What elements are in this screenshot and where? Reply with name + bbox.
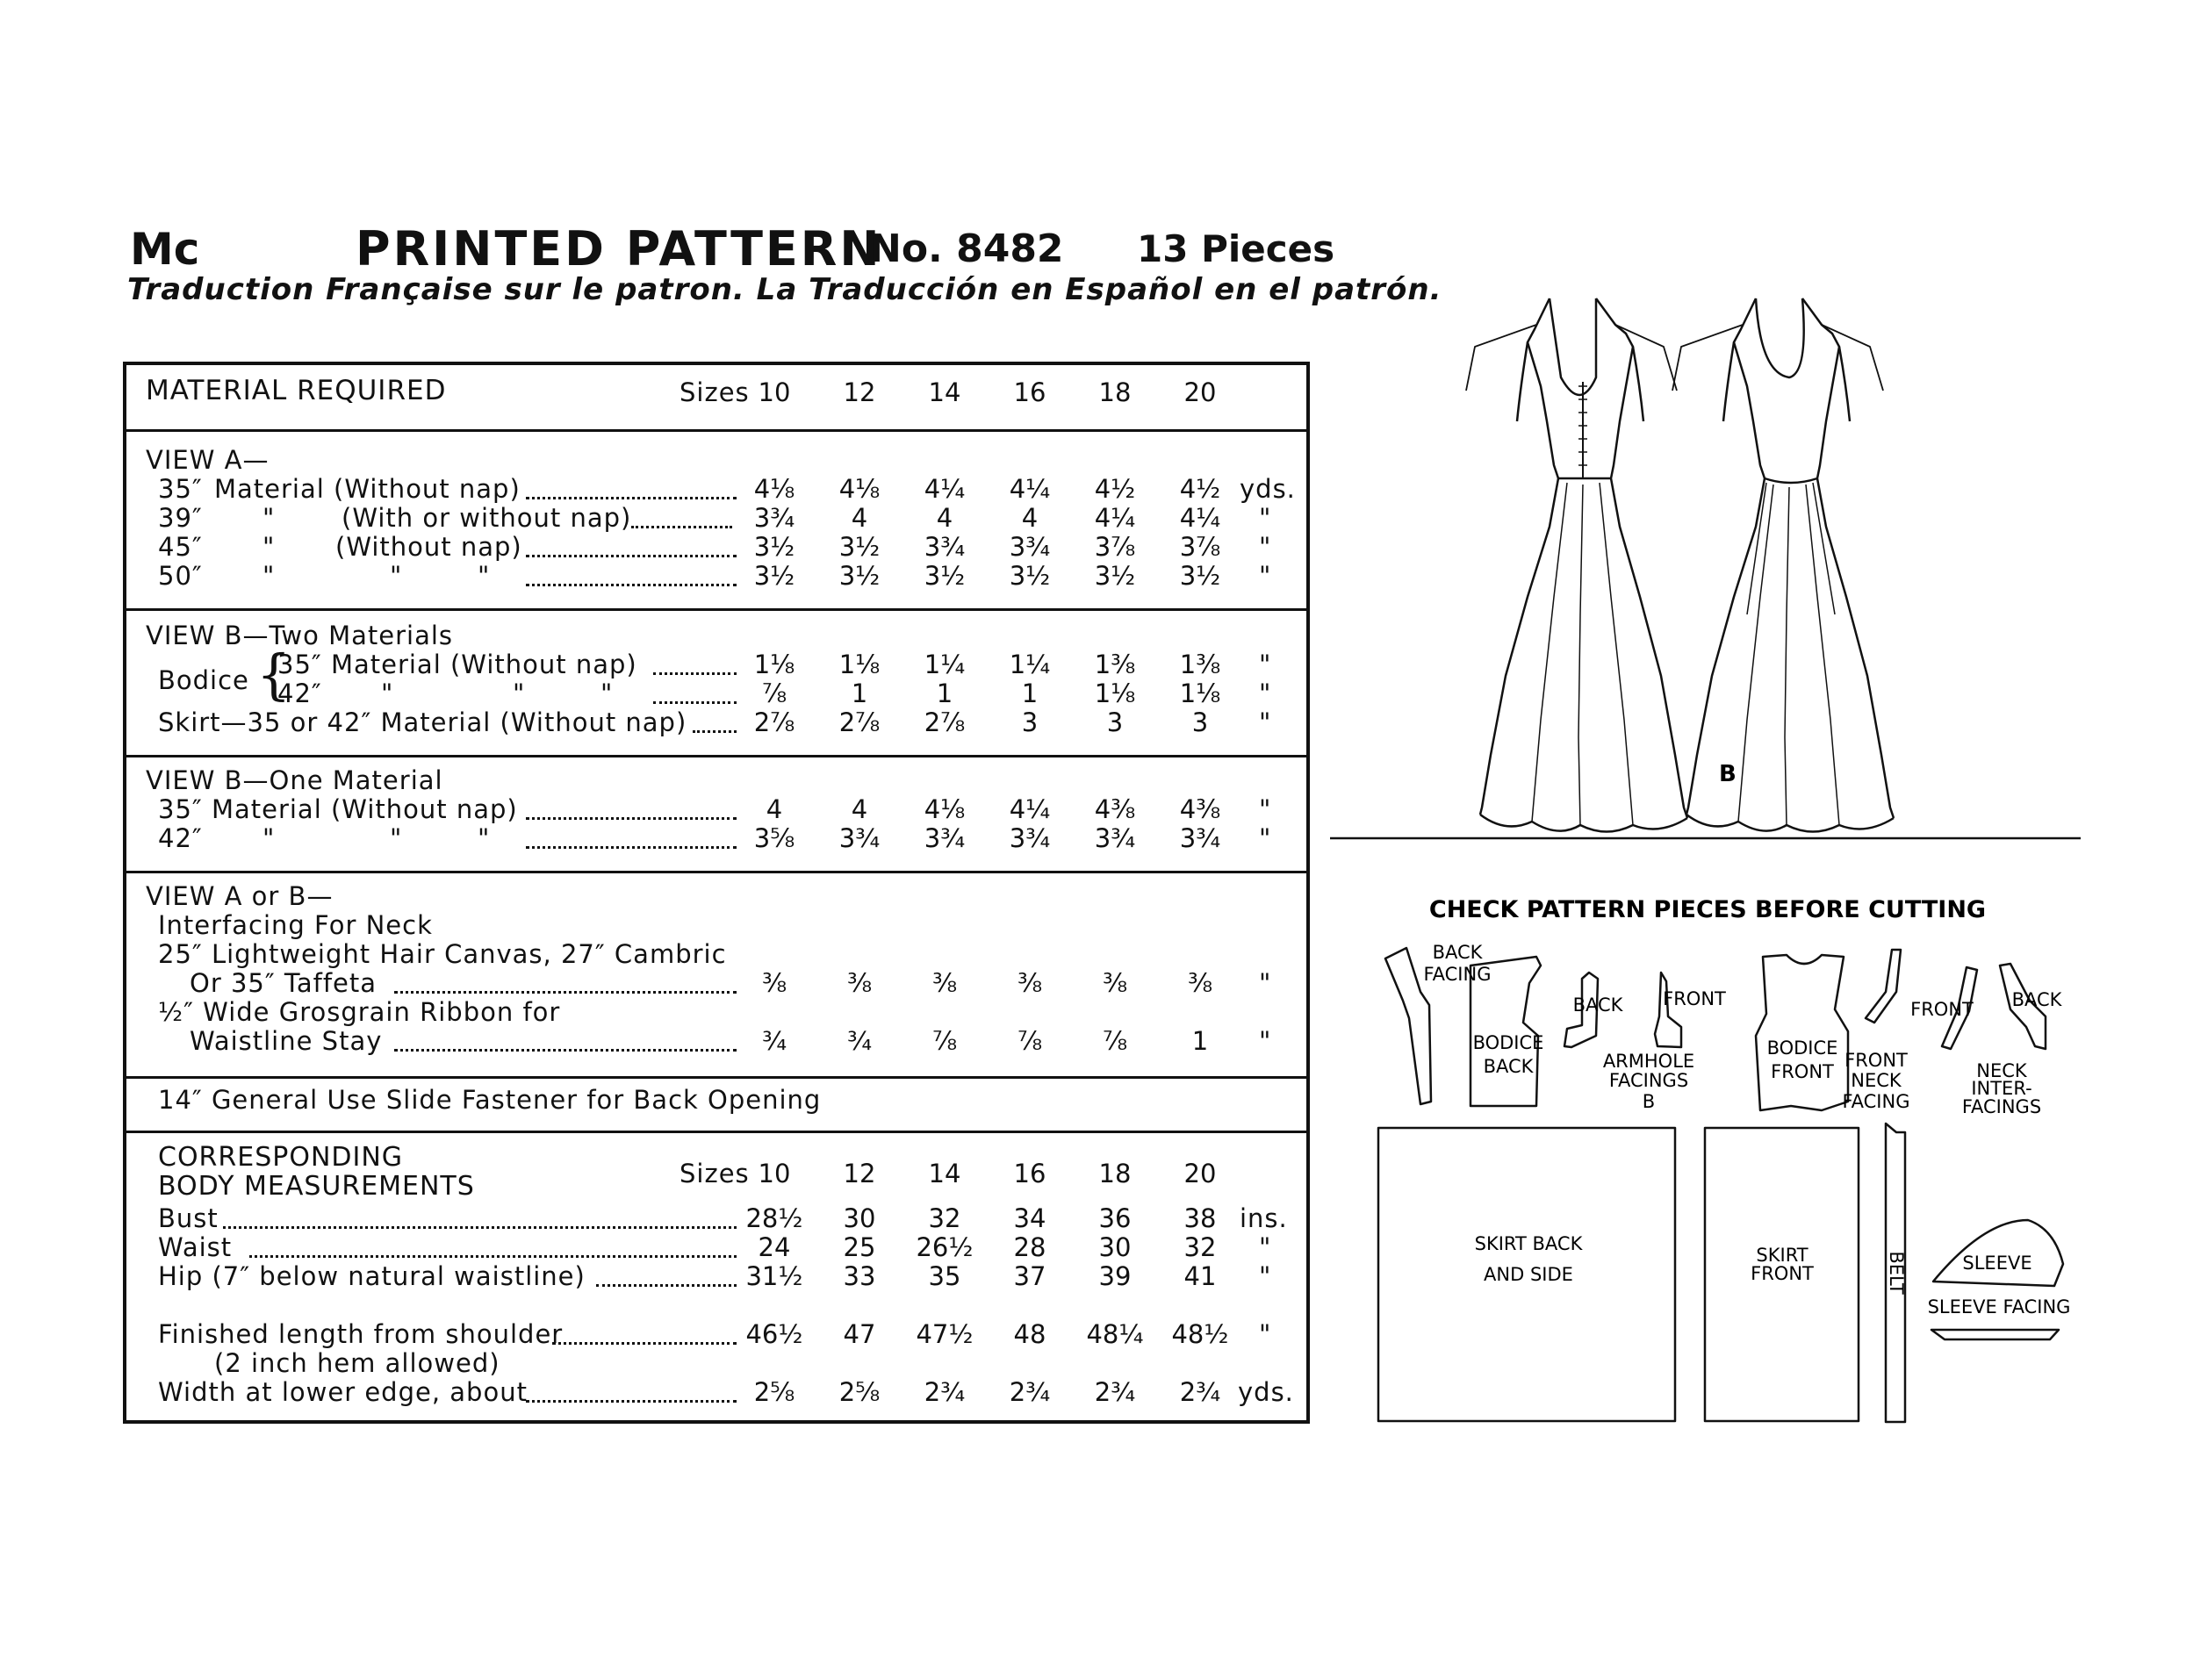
value-cell: 2¾ [1009,1377,1051,1407]
value-cell: 1⅛ [753,650,795,679]
size-col: 10 [758,377,791,407]
unit: " [1259,561,1272,591]
row-label: 35″ Material (Without nap) [158,794,518,824]
leader-dots [526,555,737,557]
pattern-illustrations [1317,263,2186,1492]
pattern-number: No. 8482 [869,226,1064,271]
bodice-label: Bodice [158,665,249,695]
piece-label: FRONT [1751,1263,1814,1284]
leader-dots [526,1400,737,1403]
view-ab-title: VIEW A or B— [146,881,334,911]
leader-dots [552,1342,737,1345]
value-cell: 33 [843,1261,876,1291]
ditto-mark: " [381,678,394,708]
brace-icon: { [256,643,291,707]
row-label: 39″ [158,503,203,533]
size-col: 18 [1098,1159,1132,1188]
ditto-mark: " [262,532,276,562]
value-cell: ⅞ [761,678,787,708]
bodice-front-piece [1756,955,1848,1110]
value-cell: 30 [1098,1232,1132,1262]
divider [126,1076,1306,1079]
value-cell: 4⅜ [1094,794,1136,824]
value-cell: 4¼ [1009,474,1051,504]
value-cell: 3½ [838,532,881,562]
leader-dots [394,991,737,994]
illustration-svg [1317,263,2186,1492]
divider [126,755,1306,757]
value-cell: 3½ [753,561,795,591]
value-cell: 24 [758,1232,791,1262]
unit: " [1259,503,1272,533]
piece-label: BELT [1886,1251,1907,1295]
row-label: 35″ [158,474,203,504]
value-cell: 3⅞ [1179,532,1221,562]
piece-label: SKIRT [1756,1245,1808,1266]
value-cell: 3¾ [1094,823,1136,853]
row-label: (Without nap) [335,532,522,562]
value-cell: ⅜ [1017,968,1043,998]
value-cell: 4¼ [924,474,966,504]
piece-label: ARMHOLE [1602,1051,1695,1072]
body-heading-1: CORRESPONDING [158,1142,404,1173]
piece-label: FACINGS [1961,1096,2042,1117]
value-cell: 4⅛ [753,474,795,504]
piece-label: FACINGS [1608,1070,1689,1091]
value-cell: 2⅝ [753,1377,795,1407]
unit: " [1259,1232,1272,1262]
dress-view-b-illustration [1672,298,1894,832]
value-cell: 1⅜ [1179,650,1221,679]
value-cell: 4¼ [1094,503,1136,533]
size-col: 14 [928,377,961,407]
piece-label: FRONT [1663,988,1726,1009]
row-label: ½″ Wide Grosgrain Ribbon for [158,997,561,1027]
value-cell: 2¾ [1179,1377,1221,1407]
size-col: 20 [1183,1159,1217,1188]
value-cell: 3¾ [1179,823,1221,853]
leader-dots [596,1284,737,1287]
value-cell: 36 [1098,1203,1132,1233]
ditto-mark: " [600,678,614,708]
unit: " [1259,1319,1272,1349]
value-cell: 1 [1191,1026,1209,1056]
leader-dots [223,1226,737,1229]
sleeve-facing-piece [1931,1330,2059,1339]
value-cell: 4 [851,794,868,824]
unit: yds. [1240,474,1296,504]
translation-note: Traduction Française sur le patron. La Traducción en Español en el patrón. [127,272,1442,307]
value-cell: 2⅝ [838,1377,881,1407]
row-label: 35″ Material (Without nap) [277,650,637,679]
size-col: 18 [1098,377,1132,407]
value-cell: 3¾ [924,532,966,562]
unit: " [1259,532,1272,562]
dress-view-a-illustration [1466,298,1687,832]
size-col: 16 [1013,1159,1046,1188]
value-cell: 2¾ [924,1377,966,1407]
row-label: Hip (7″ below natural waistline) [158,1261,586,1291]
value-cell: 3¾ [924,823,966,853]
value-cell: ¾ [761,1026,787,1056]
view-b-one-title: VIEW B—One Material [146,765,443,795]
value-cell: ⅜ [1187,968,1213,998]
piece-label: INTER- [1971,1078,2032,1099]
value-cell: ⅞ [1102,1026,1128,1056]
value-cell: 41 [1183,1261,1217,1291]
value-cell: 3⅞ [1094,532,1136,562]
row-label: 45″ [158,532,203,562]
value-cell: 2¾ [1094,1377,1136,1407]
size-col: 10 [758,1159,791,1188]
value-cell: 2⅞ [838,707,881,737]
value-cell: 38 [1183,1203,1217,1233]
value-cell: ⅜ [761,968,787,998]
row-label: Waist [158,1232,233,1262]
value-cell: 3½ [753,532,795,562]
hem-note: (2 inch hem allowed) [214,1348,500,1378]
row-label: 50″ [158,561,203,591]
leader-dots [693,730,737,733]
row-label: 42″ [158,823,203,853]
row-label: 25″ Lightweight Hair Canvas, 27″ Cambric [158,939,727,969]
value-cell: 32 [1183,1232,1217,1262]
value-cell: 4 [766,794,783,824]
row-label: Bust [158,1203,219,1233]
ditto-mark: " [513,678,526,708]
divider [126,608,1306,611]
value-cell: 35 [928,1261,961,1291]
piece-label: SLEEVE [1962,1253,2032,1274]
piece-label: NECK [1851,1070,1902,1091]
piece-label: BODICE [1766,1037,1838,1059]
unit: yds. [1238,1377,1294,1407]
pattern-title: PRINTED PATTERN [356,221,882,276]
row-label: 42″ [277,678,322,708]
ditto-mark: " [478,823,491,853]
leader-dots [526,497,737,499]
value-cell: 4⅛ [924,794,966,824]
value-cell: 47 [843,1319,876,1349]
leader-dots [631,526,732,528]
value-cell: 3½ [838,561,881,591]
piece-label: FRONT [1844,1050,1908,1071]
value-cell: 4 [1021,503,1039,533]
piece-label: FRONT [1910,999,1974,1020]
unit: " [1259,1026,1272,1056]
value-cell: 2⅞ [924,707,966,737]
view-a-title: VIEW A— [146,445,270,475]
value-cell: 4⅜ [1179,794,1221,824]
value-cell: ⅜ [846,968,873,998]
value-cell: 39 [1098,1261,1132,1291]
piece-count: 13 Pieces [1137,227,1335,270]
unit: " [1259,968,1272,998]
value-cell: 30 [843,1203,876,1233]
value-cell: 2⅞ [753,707,795,737]
value-cell: 3½ [1179,561,1221,591]
piece-label: FACING [1842,1091,1910,1112]
sizes-label: Sizes [680,377,750,407]
ditto-mark: " [262,503,276,533]
value-cell: 4¼ [1179,503,1221,533]
unit: " [1259,650,1272,679]
view-b-two-title: VIEW B—Two Materials [146,621,454,650]
value-cell: 31½ [745,1261,803,1291]
piece-label: BACK [1483,1056,1534,1077]
value-cell: 48¼ [1086,1319,1144,1349]
value-cell: ⅜ [1102,968,1128,998]
value-cell: 4 [936,503,953,533]
value-cell: 4 [851,503,868,533]
piece-label: SKIRT BACK [1474,1233,1583,1254]
value-cell: 32 [928,1203,961,1233]
unit: " [1259,707,1272,737]
piece-label: BACK [2011,989,2062,1010]
divider [126,1131,1306,1133]
value-cell: 1¼ [1009,650,1051,679]
leader-dots [526,846,737,849]
pieces-heading: CHECK PATTERN PIECES BEFORE CUTTING [1428,896,1987,923]
piece-label: SLEEVE FACING [1927,1296,2071,1317]
size-col: 12 [843,1159,876,1188]
value-cell: 28½ [745,1203,803,1233]
value-cell: 1⅛ [1179,678,1221,708]
brand-mark: Mc [130,224,200,275]
value-cell: ⅞ [931,1026,958,1056]
piece-label: B [1642,1091,1656,1112]
row-label: Finished length from shoulder [158,1319,564,1349]
piece-labels [1424,942,2071,1317]
ditto-mark: " [478,561,491,591]
row-label: Skirt—35 or 42″ Material (Without nap) [158,707,687,737]
piece-label: BODICE [1472,1032,1544,1053]
unit: " [1259,1261,1272,1291]
value-cell: 1⅜ [1094,650,1136,679]
piece-label: BACK [1432,942,1483,963]
piece-label: FRONT [1771,1061,1834,1082]
value-cell: 1¼ [924,650,966,679]
value-cell: ¾ [846,1026,873,1056]
unit: " [1259,794,1272,824]
value-cell: 34 [1013,1203,1046,1233]
ditto-mark: " [262,561,276,591]
material-table [123,362,1310,1424]
divider [126,871,1306,873]
value-cell: 48½ [1171,1319,1229,1349]
sizes-label: Sizes [680,1159,750,1188]
value-cell: 3¾ [1009,532,1051,562]
value-cell: 3½ [924,561,966,591]
value-cell: 3 [1191,707,1209,737]
row-label: Or 35″ Taffeta [190,968,378,998]
piece-label: BACK [1572,994,1623,1016]
ditto-mark: " [390,823,403,853]
value-cell: 3 [1021,707,1039,737]
body-heading-2: BODY MEASUREMENTS [158,1171,475,1202]
leader-dots [394,1049,737,1052]
piece-label: FACING [1423,964,1492,985]
value-cell: 48 [1013,1319,1046,1349]
value-cell: 28 [1013,1232,1046,1262]
value-cell: 1⅛ [1094,678,1136,708]
unit: " [1259,823,1272,853]
value-cell: 4¼ [1009,794,1051,824]
value-cell: 46½ [745,1319,803,1349]
size-col: 20 [1183,377,1217,407]
value-cell: 3¾ [1009,823,1051,853]
value-cell: 26½ [916,1232,974,1262]
value-cell: 3½ [1009,561,1051,591]
size-col: 16 [1013,377,1046,407]
value-cell: ⅞ [1017,1026,1043,1056]
value-cell: 1 [851,678,868,708]
value-cell: 1 [1021,678,1039,708]
row-label: Width at lower edge, about [158,1377,528,1407]
leader-dots [653,672,737,675]
value-cell: 47½ [916,1319,974,1349]
armhole-front-piece [1655,973,1681,1047]
value-cell: 3 [1106,707,1124,737]
value-cell: 1⅛ [838,650,881,679]
ditto-mark: " [262,823,276,853]
value-cell: 4⅛ [838,474,881,504]
row-label: Interfacing For Neck [158,910,433,940]
leader-dots [526,584,737,586]
leader-dots [526,817,737,820]
row-label: (With or without nap) [342,503,632,533]
size-col: 14 [928,1159,961,1188]
leader-dots [653,701,737,704]
front-neck-facing-piece [1866,950,1901,1023]
ditto-mark: " [390,561,403,591]
value-cell: 1 [936,678,953,708]
fastener-note: 14″ General Use Slide Fastener for Back Opening [158,1085,822,1115]
divider [126,429,1306,432]
material-heading: MATERIAL REQUIRED [146,375,447,406]
value-cell: 3¾ [838,823,881,853]
leader-dots [249,1255,737,1258]
unit: ins. [1240,1203,1288,1233]
row-label: Waistline Stay [190,1026,383,1056]
value-cell: 4½ [1179,474,1221,504]
value-cell: 3½ [1094,561,1136,591]
value-cell: 3¾ [753,503,795,533]
unit: " [1259,678,1272,708]
piece-label: NECK [1976,1060,2027,1081]
size-col: 12 [843,377,876,407]
value-cell: 3⅝ [753,823,795,853]
row-label: Material (Without nap) [214,474,521,504]
value-cell: 37 [1013,1261,1046,1291]
piece-label: AND SIDE [1484,1264,1573,1285]
view-b-marker: B [1719,761,1737,787]
value-cell: 25 [843,1232,876,1262]
value-cell: ⅜ [931,968,958,998]
value-cell: 4½ [1094,474,1136,504]
